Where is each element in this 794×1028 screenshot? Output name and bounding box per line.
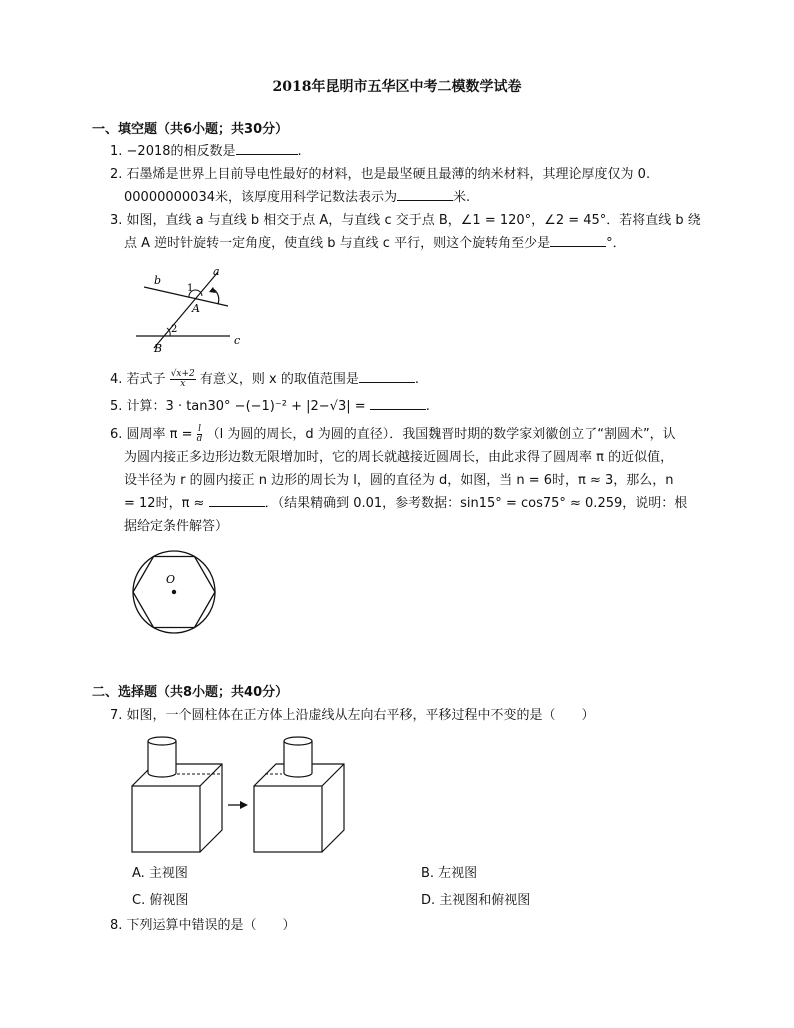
section-heading-multiple-choice: 二、选择题（共8小题；共40分）	[92, 685, 289, 700]
option-B[interactable]: B. 左视图	[421, 866, 478, 881]
center-point	[172, 590, 176, 594]
answer-blank	[359, 369, 415, 383]
right-cylinder	[284, 737, 312, 777]
q7-cube-cylinder-figure	[128, 728, 364, 854]
answer-blank	[397, 187, 453, 201]
label-a: a	[213, 265, 220, 278]
answer-blank	[209, 493, 265, 507]
label-c: c	[234, 334, 241, 347]
question-7: 7. 如图，一个圆柱体在正方体上沿虚线从左向右平移，平移过程中不变的是（ ）	[110, 708, 595, 723]
question-2	[110, 163, 710, 209]
q3-intersecting-lines-figure	[136, 262, 256, 358]
label-point-B: B	[154, 342, 163, 355]
right-arrow-icon	[228, 801, 248, 809]
q6-circle-hexagon-figure	[130, 548, 218, 636]
section-heading-fill-in: 一、填空题（共6小题；共30分）	[92, 122, 289, 137]
line-b	[144, 287, 228, 306]
answer-blank	[236, 141, 298, 155]
question-6-line-1: 6. 圆周率 π = $\frac{l}{d}$ （l 为圆的周长，d 为圆的直径）．我国魏晋时期的数学家刘徽创立了“割圆术”，认	[110, 424, 676, 444]
question-8: 8. 下列运算中错误的是（ ）	[110, 918, 296, 933]
left-cylinder	[148, 737, 176, 777]
question-1-text: 1. −2018的相反数是	[110, 144, 236, 159]
option-A[interactable]: A. 主视图	[132, 866, 188, 881]
label-b: b	[154, 274, 162, 287]
label-angle-1: 1	[187, 283, 194, 294]
question-6-line-3: 设半径为 r 的圆内接正 n 边形的周长为 l，圆的直径为 d，如图，当 n = 6时，π ≈ 3，那么，n	[124, 473, 674, 488]
line-a	[154, 272, 218, 348]
question-6	[110, 423, 710, 538]
label-center-O: O	[166, 573, 176, 586]
question-2-line-2: 00000000034米，该厚度用科学记数法表示为 米.	[110, 186, 710, 209]
answer-blank	[370, 396, 426, 410]
question-6-line-4: = 12时，π ≈ ．（结果精确到 0.01，参考数据：sin15° = cos75° ≈ 0.259，说明：根	[110, 492, 710, 515]
question-3-line-2: 点 A 逆时针旋转一定角度，使直线 b 与直线 c 平行，则这个旋转角至少是 °．	[110, 232, 710, 255]
page-title: 2018年昆明市五华区中考二模数学试卷	[272, 79, 522, 95]
question-6-line-5: 据给定条件解答）	[124, 519, 229, 534]
question-3	[110, 209, 710, 255]
q4-fraction: $\frac{√x+2}{x}$	[170, 369, 195, 389]
answer-blank	[550, 233, 606, 247]
option-D[interactable]: D. 主视图和俯视图	[421, 893, 531, 908]
question-3-line-1: 3. 如图，直线 a 与直线 b 相交于点 A，与直线 c 交于点 B，∠1 = 120°，∠2 = 45°．若将直线 b 绕	[110, 213, 701, 228]
label-point-A: A	[192, 302, 200, 315]
pi-fraction: $\frac{l}{d}$	[196, 424, 203, 444]
label-angle-2: 2	[171, 324, 178, 335]
question-6-line-2: 为圆内接正多边形边数无限增加时，它的周长就越接近圆周长，由此求得了圆周率 π 的近似值，	[124, 450, 674, 465]
left-cube	[132, 764, 222, 852]
question-4: 4. 若式子 $\frac{√x+2}{x}$ 有意义，则 x 的取值范围是 .	[110, 369, 420, 389]
option-C[interactable]: C. 俯视图	[132, 893, 189, 908]
question-2-line-1: 2. 石墨烯是世界上目前导电性最好的材料，也是最坚硬且最薄的纳米材料，其理论厚度仅为 0.	[110, 167, 651, 182]
question-1: 1. −2018的相反数是 .	[110, 140, 710, 163]
question-5: 5. 计算：3 · tan30° −(−1)⁻² + |2−√3| = .	[110, 395, 710, 418]
